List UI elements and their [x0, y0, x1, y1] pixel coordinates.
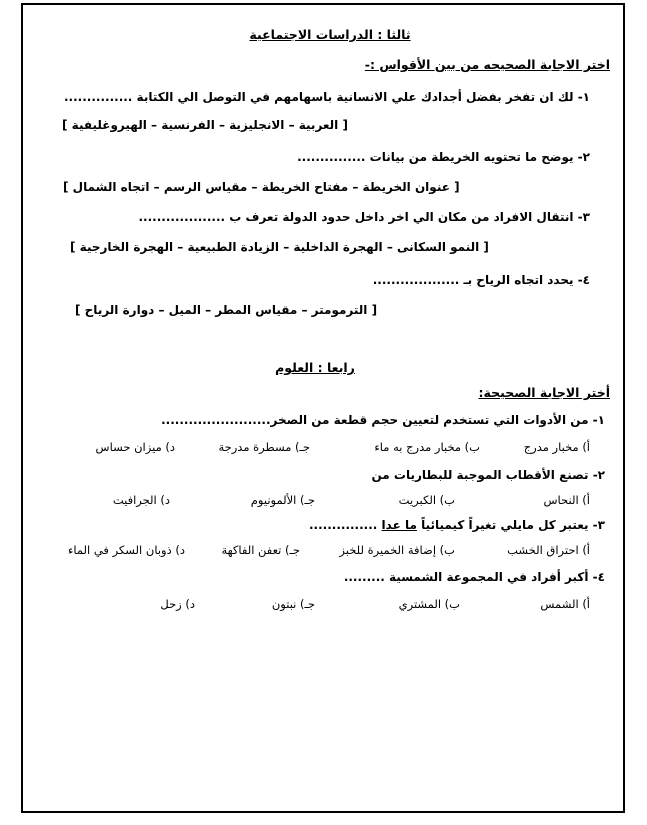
science-instruction: أختر الاجابة الصحيحة:	[478, 385, 610, 400]
science-q1-option-a: أ) مخبار مدرج	[523, 440, 590, 454]
social-studies-title: ثالثا : الدراسات الاجتماعية	[249, 27, 411, 42]
social-question-3: ٣- انتقال الافراد من مكان الي اخر داخل حدود الدولة تعرف ب ...................	[138, 210, 590, 224]
science-q1-option-d: د) ميزان حساس	[95, 440, 175, 454]
science-q4-option-c: جـ) نبتون	[271, 597, 315, 611]
science-q2-option-a: أ) النحاس	[543, 493, 590, 507]
science-question-1: ١- من الأدوات التي تستخدم لتعيين حجم قطعة من الصخر........................	[161, 413, 605, 427]
social-question-4: ٤- يحدد اتجاه الرياح بـ ...................	[372, 273, 590, 287]
social-choices-4: [ الترمومتر – مقياس المطر – الميل – دوارة الرياح ]	[75, 303, 378, 317]
science-title: رابعا : العلوم	[275, 360, 355, 375]
social-question-1: ١- لك ان تفخر بفضل أجدادك علي الانسانية باسهامهم في التوصل الي الكتابة ...............	[63, 90, 590, 104]
science-q3-option-b: ب) إضافة الخميرة للخبز	[339, 543, 455, 557]
science-q3-option-d: د) ذوبان السكر في الماء	[67, 543, 185, 557]
science-q1-option-c: جـ) مسطرة مدرجة	[218, 440, 310, 454]
social-choices-2: [ عنوان الخريطة – مفتاح الخريطة – مقياس الرسم – اتجاه الشمال ]	[63, 180, 460, 194]
science-q2-option-c: جـ) الألمونيوم	[250, 493, 315, 507]
science-q4-option-b: ب) المشتري	[398, 597, 460, 611]
science-q3-option-a: أ) احتراق الخشب	[507, 543, 590, 557]
science-question-4: ٤- أكبر أفراد في المجموعة الشمسية .........	[343, 570, 605, 584]
social-choices-3: [ النمو السكانى – الهجرة الداخلية – الزيادة الطبيعية – الهجرة الخارجية ]	[70, 240, 489, 254]
social-question-2: ٢- يوضح ما تحتويه الخريطة من بيانات ...............	[297, 150, 590, 164]
science-question-2: ٢- تصنع الأقطاب الموجبة للبطاريات من	[371, 468, 605, 482]
science-question-3	[309, 517, 605, 533]
social-studies-instruction: اختر الاجابة الصحيحه من بين الأقواس :-	[364, 57, 610, 72]
science-question-3-underlined: ما عدا	[381, 518, 417, 532]
science-q1-option-b: ب) مخبار مدرج به ماء	[374, 440, 480, 454]
science-q3-option-c: جـ) تعفن الفاكهة	[221, 543, 300, 557]
science-q2-option-b: ب) الكبريت	[398, 493, 455, 507]
science-question-3-blank: ...............	[308, 518, 378, 532]
science-q4-option-a: أ) الشمس	[540, 597, 590, 611]
science-q2-option-d: د) الجرافيت	[112, 493, 170, 507]
science-question-3-text: ٣- يعتبر كل مايلي تغيراً كيميائياً	[421, 518, 605, 532]
science-q4-option-d: د) زحل	[160, 597, 195, 611]
social-choices-1: [ العربية – الانجليزية – الفرنسية – الهيروغليفية ]	[62, 118, 348, 132]
